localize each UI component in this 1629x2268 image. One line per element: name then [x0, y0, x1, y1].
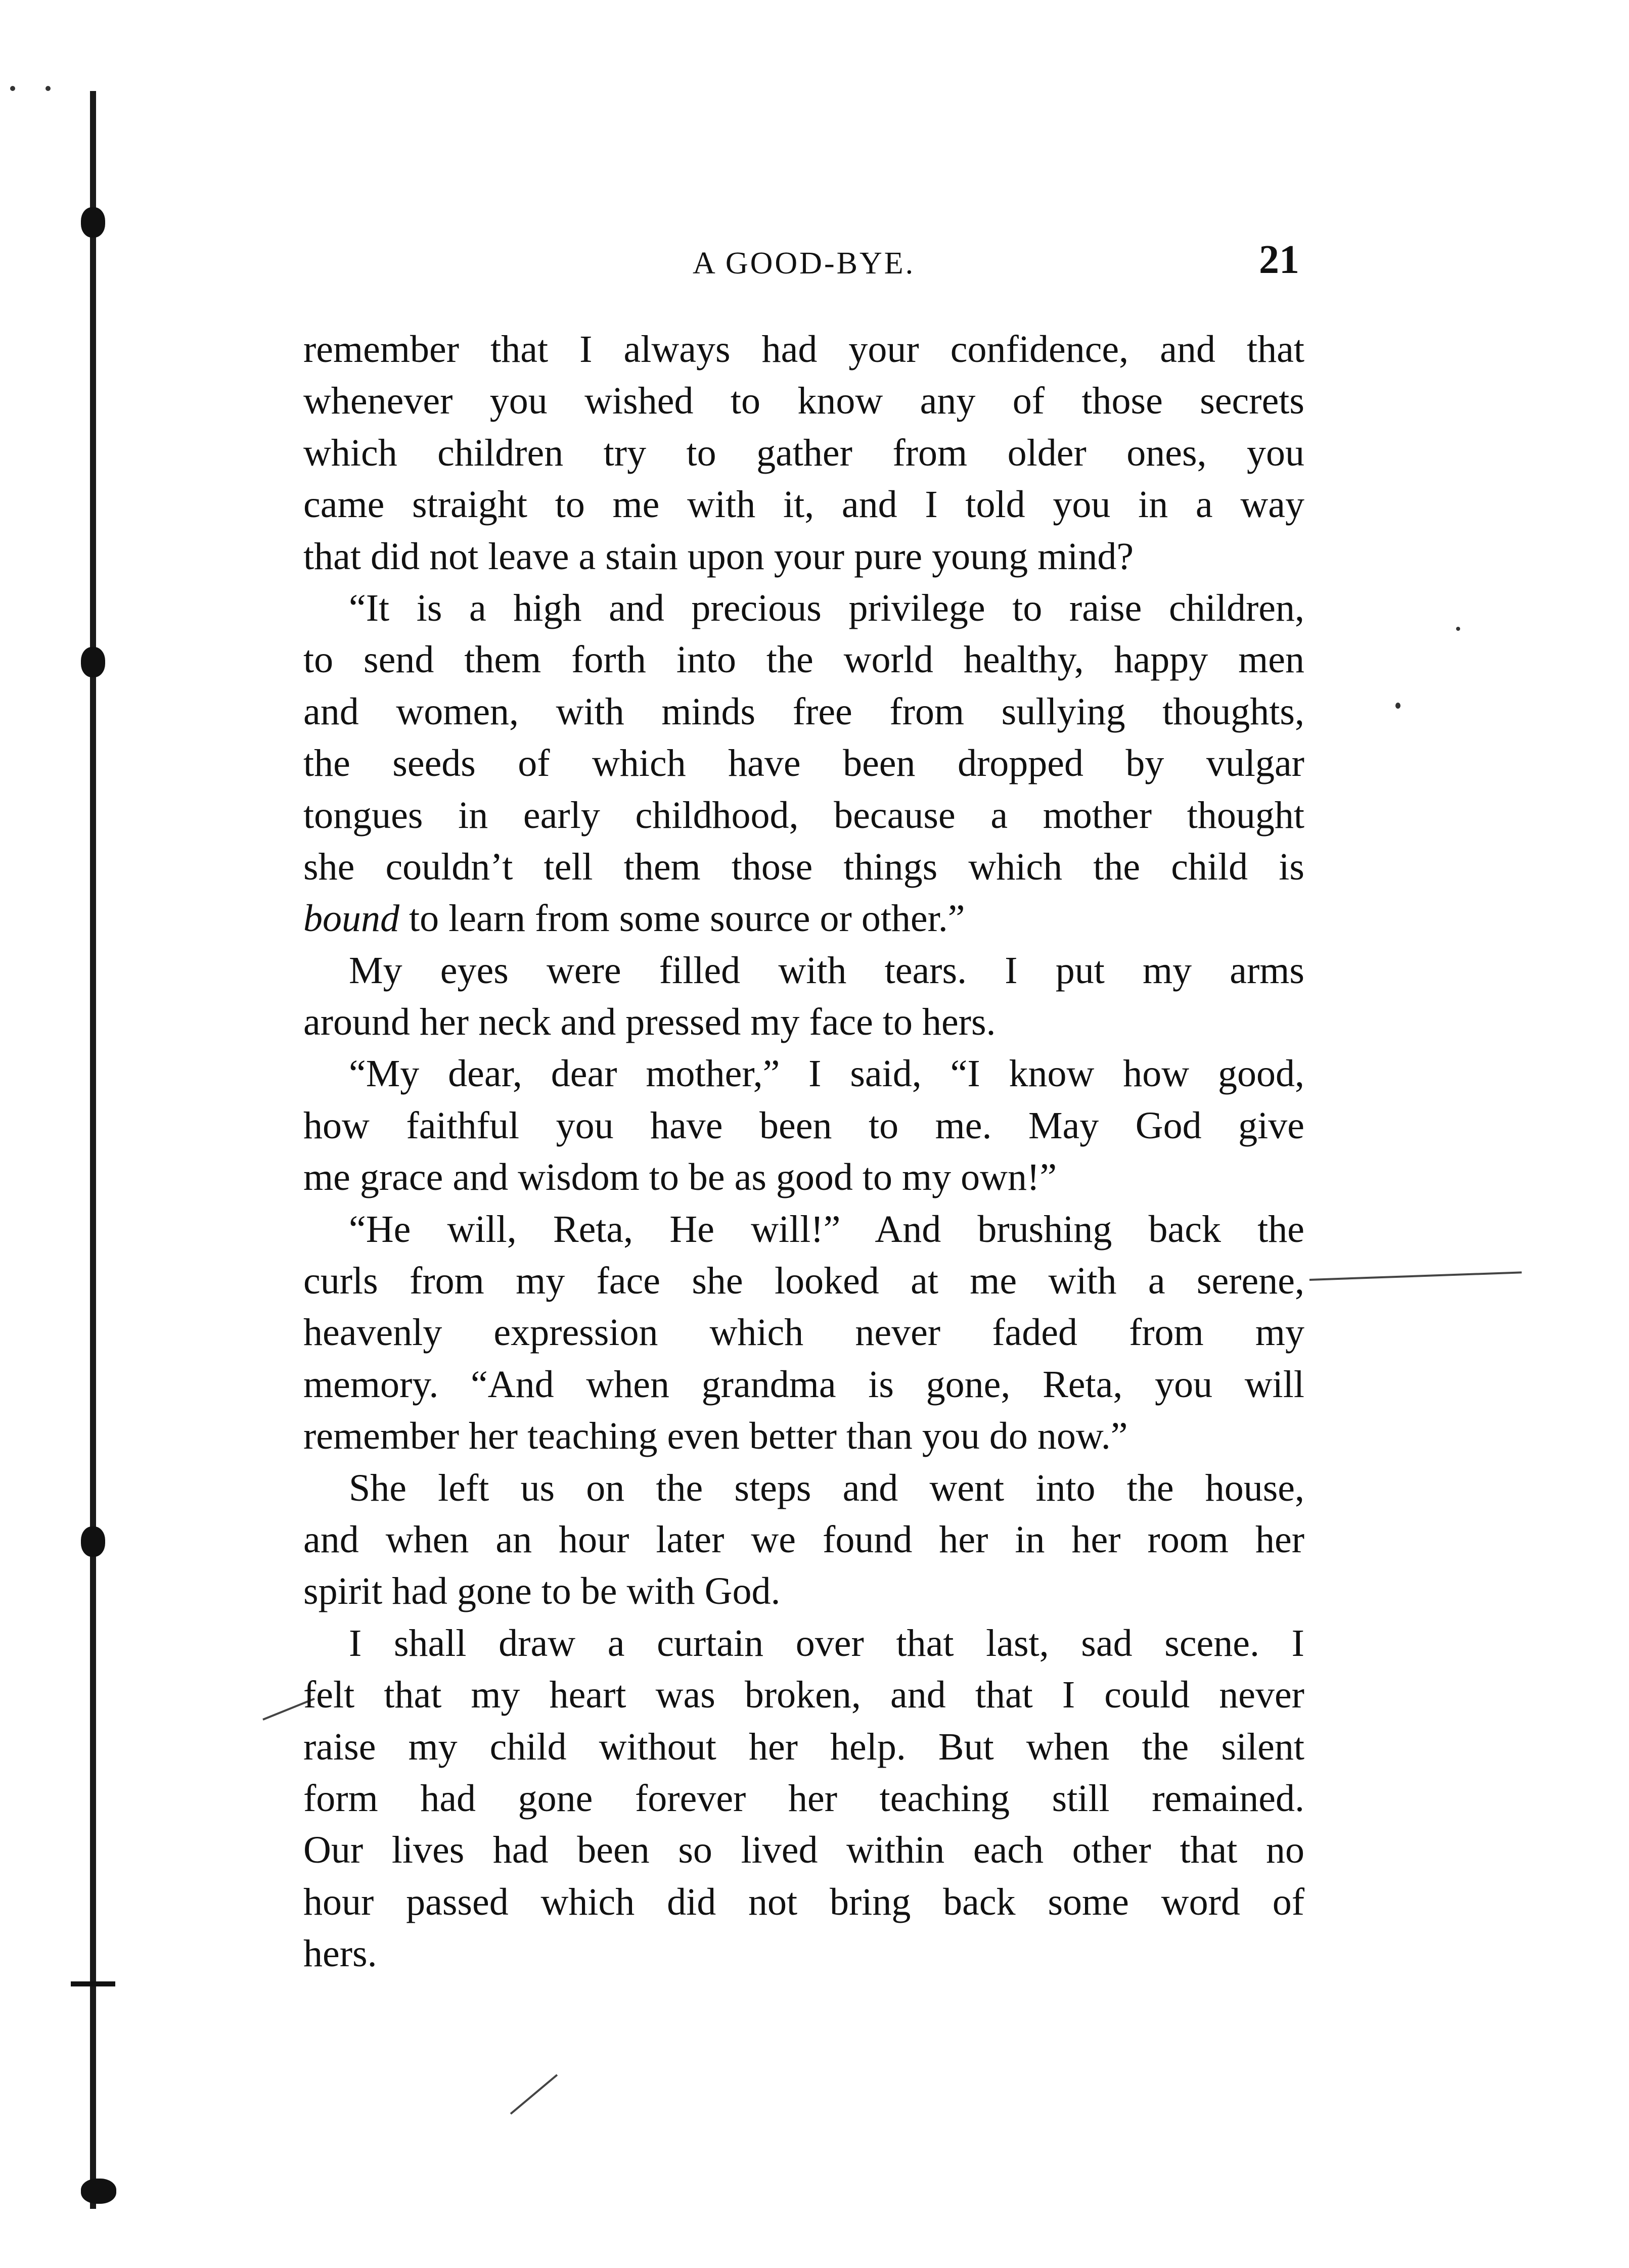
binding-knob-mark [81, 647, 105, 677]
binding-knob-mark [81, 207, 105, 238]
scan-speck [1456, 627, 1460, 631]
text-line-content: heavenly expression which never faded from my [303, 1311, 1304, 1354]
text-line-content: and women, with minds free from sullying thoughts, [303, 690, 1304, 733]
text-line [303, 1773, 1304, 1824]
text-line [303, 1410, 1304, 1462]
text-line-content: hour passed which did not bring back some word of [303, 1880, 1304, 1923]
text-line [303, 427, 1304, 479]
pen-stroke-mark [1309, 1271, 1522, 1281]
text-line-content: that did not leave a stain upon your pure young mind? [303, 535, 1134, 578]
text-line-content: She left us on the steps and went into the house, [349, 1466, 1304, 1509]
text-line [303, 1928, 1304, 1979]
page-binding-edge [90, 91, 96, 2209]
text-line [303, 634, 1304, 685]
text-line-content: and when an hour later we found her in her room her [303, 1518, 1304, 1561]
binding-knob-mark [81, 1526, 105, 1557]
text-line [303, 531, 1304, 582]
text-line [303, 1100, 1304, 1151]
text-line [303, 1255, 1304, 1307]
text-line [303, 1514, 1304, 1565]
text-line-content: tongues in early childhood, because a mother thought [303, 794, 1304, 837]
page-number: 21 [1259, 238, 1299, 282]
text-line-content: hers. [303, 1932, 377, 1975]
binding-knob-mark [81, 2179, 116, 2204]
scan-speck [46, 86, 51, 91]
text-line-content: around her neck and pressed my face to hers. [303, 1001, 996, 1044]
text-line-content: remember that I always had your confidence, and that [303, 328, 1304, 371]
text-line-content: came straight to me with it, and I told you in a way [303, 483, 1304, 526]
text-line-content: curls from my face she looked at me with a serene, [303, 1260, 1304, 1303]
text-line [303, 996, 1304, 1048]
text-line [303, 323, 1304, 375]
text-line-content: which children try to gather from older ones, you [303, 431, 1304, 474]
text-line-content: the seeds of which have been dropped by vulgar [303, 742, 1304, 785]
running-head: A GOOD-BYE. [693, 246, 916, 281]
text-line [303, 582, 1304, 634]
text-line [303, 686, 1304, 737]
text-line [303, 1669, 1304, 1721]
text-line-content: she couldn’t tell them those things which the child is [303, 845, 1304, 888]
text-line-content: whenever you wished to know any of those secrets [303, 380, 1304, 423]
body-text [303, 323, 1304, 1980]
text-line-content: “My dear, dear mother,” I said, “I know how good, [349, 1052, 1304, 1095]
text-line-content: raise my child without her help. But when the silent [303, 1725, 1304, 1768]
text-line [303, 841, 1304, 893]
text-line-content: “It is a high and precious privilege to raise children, [349, 586, 1304, 629]
text-line-content: memory. “And when grandma is gone, Reta, you will [303, 1363, 1304, 1406]
binding-bar-mark [71, 1981, 115, 1986]
emphasized-word: bound [303, 897, 399, 940]
text-line [303, 1721, 1304, 1773]
text-line [303, 1307, 1304, 1358]
scan-speck [10, 86, 15, 91]
text-line-content: spirit had gone to be with God. [303, 1570, 781, 1613]
pen-stroke-mark [510, 2074, 558, 2114]
text-line-content: I shall draw a curtain over that last, sad scene. I [349, 1622, 1304, 1664]
text-line-content: to learn from some source or other.” [399, 897, 965, 940]
text-line [303, 737, 1304, 789]
text-line [303, 1359, 1304, 1410]
text-line-content: My eyes were filled with tears. I put my arms [349, 949, 1304, 992]
text-line [303, 893, 1304, 944]
text-line [303, 1204, 1304, 1255]
text-line [303, 479, 1304, 530]
text-line [303, 375, 1304, 427]
text-line [303, 1824, 1304, 1876]
text-line [303, 1876, 1304, 1928]
text-line [303, 1151, 1304, 1203]
text-line-content: how faithful you have been to me. May God give [303, 1104, 1304, 1147]
text-line [303, 945, 1304, 996]
scan-speck [1395, 703, 1400, 709]
text-line-content: to send them forth into the world healthy, happy men [303, 638, 1304, 681]
text-line-content: form had gone forever her teaching still remained. [303, 1777, 1304, 1820]
text-line [303, 1617, 1304, 1669]
text-line [303, 1565, 1304, 1617]
text-line-content: me grace and wisdom to be as good to my own!” [303, 1156, 1057, 1199]
text-line [303, 1462, 1304, 1514]
text-line-content: felt that my heart was broken, and that I could never [303, 1674, 1304, 1717]
text-line [303, 1048, 1304, 1099]
text-line-content: Our lives had been so lived within each other that no [303, 1829, 1304, 1872]
text-line-content: remember her teaching even better than you do now.” [303, 1415, 1128, 1458]
text-line [303, 790, 1304, 841]
text-line-content: “He will, Reta, He will!” And brushing back the [349, 1208, 1304, 1251]
